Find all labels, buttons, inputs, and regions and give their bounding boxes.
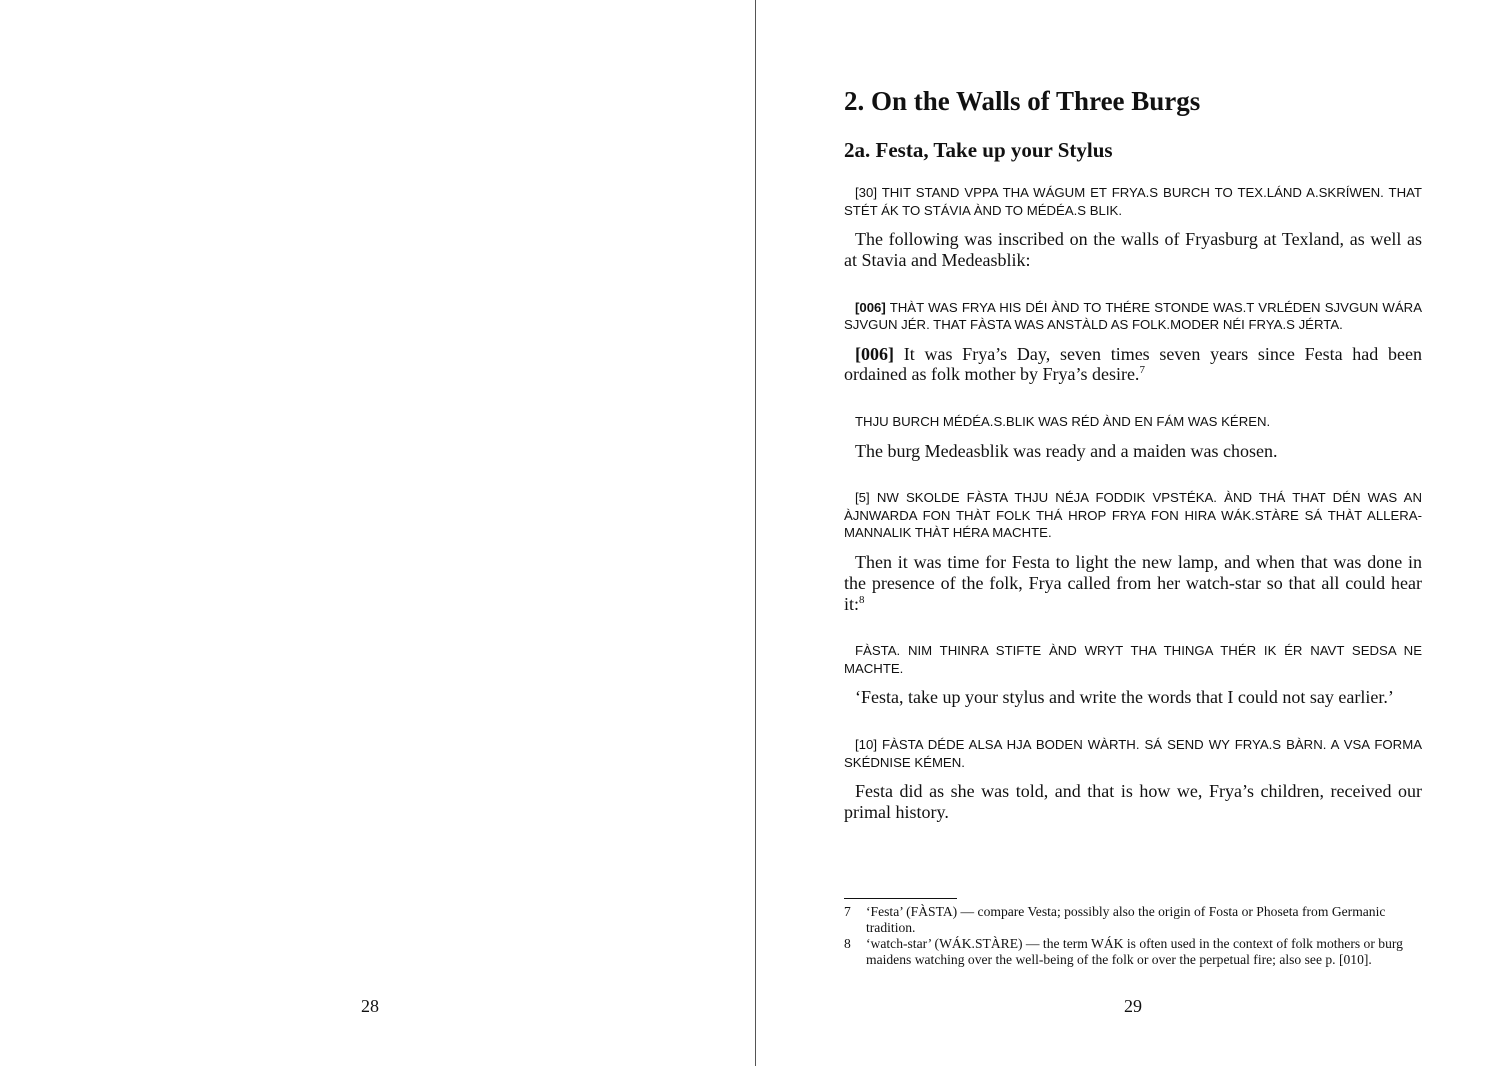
original-text: THÀT WAS FRYA HIS DÉI ÀND TO THÉRE STONDE WAS.T VRLÉDEN SJVGUN WÁRA SJVGUN JÉR. THAT FÀSTA WAS ANSTÀLD AS FOLK.MODER NÉI FRYA.S JÉRTA. bbox=[844, 299, 1422, 333]
footnotes bbox=[844, 898, 1422, 968]
page-number-left: 28 bbox=[361, 996, 379, 1016]
footnote bbox=[844, 936, 1422, 968]
footnote-reference[interactable]: 8 bbox=[859, 593, 865, 606]
original-text-block: THJU BURCH MÉDÉA.S.BLIK WAS RÉD ÀND EN FÁM WAS KÉREN. bbox=[855, 414, 1271, 430]
right-page bbox=[756, 0, 1512, 1066]
translation-block: ‘Festa, take up your stylus and write the words that I could not say earlier.’ bbox=[855, 687, 1394, 708]
verse-marker: [006] bbox=[855, 299, 886, 315]
footnote-text: ‘watch-star’ (WÁK.STÀRE) — the term WÁK is often used in the context of folk mothers or burg maidens watching over the well-being of the folk or over the perpetual fire; also see p. [010]. bbox=[866, 936, 1403, 967]
translation-text: Then it was time for Festa to light the new lamp, and when that was done in the presence of the folk, Frya called from her watch-star so that all could hear it: bbox=[844, 551, 1422, 614]
translation-block: Festa did as she was told, and that is how we, Frya’s children, received our primal history. bbox=[844, 781, 1422, 822]
original-text-block: FÀSTA. NIM THINRA STIFTE ÀND WRYT THA THINGA THÉR IK ÉR NAVT SEDSA NE MACHTE. bbox=[844, 643, 1422, 676]
footnote-rule bbox=[844, 898, 957, 899]
page-content bbox=[844, 84, 1422, 823]
original-text-block: [30] THIT STAND VPPA THA WÁGUM ET FRYA.S BURCH TO TEX.LÁND A.SKRÍWEN. THAT STÉT ÁK TO STÁVIA ÀND TO MÉDÉA.S BLIK. bbox=[844, 185, 1422, 218]
footnote-number: 8 bbox=[844, 936, 851, 951]
page-number-right: 29 bbox=[1124, 996, 1142, 1016]
translation-text: It was Frya’s Day, seven times seven years since Festa had been ordained as folk mother by Frya’s desire. bbox=[844, 343, 1422, 385]
translation-block bbox=[844, 344, 1422, 386]
original-text-block bbox=[844, 299, 1422, 334]
footnote-reference[interactable]: 7 bbox=[1139, 364, 1145, 377]
footnote-number: 7 bbox=[844, 904, 851, 919]
verse-marker: [006] bbox=[855, 343, 894, 364]
translation-block bbox=[844, 552, 1422, 614]
left-page bbox=[0, 0, 755, 1066]
chapter-title: 2. On the Walls of Three Burgs bbox=[844, 86, 1201, 116]
translation-block: The burg Medeasblik was ready and a maiden was chosen. bbox=[855, 440, 1278, 461]
original-text-block: [10] FÀSTA DÉDE ALSA HJA BODEN WÀRTH. SÁ SEND WY FRYA.S BÀRN. A VSA FORMA SKÉDNISE KÉMEN. bbox=[844, 737, 1422, 770]
footnote bbox=[844, 904, 1422, 936]
footnote-text: ‘Festa’ (FÀSTA) — compare Vesta; possibly also the origin of Fosta or Phoseta from Germanic tradition. bbox=[866, 904, 1386, 935]
translation-block: The following was inscribed on the walls of Fryasburg at Texland, as well as at Stavia and Medeasblik: bbox=[844, 229, 1422, 270]
section-title: 2a. Festa, Take up your Stylus bbox=[844, 138, 1113, 162]
original-text-block: [5] NW SKOLDE FÀSTA THJU NÉJA FODDIK VPSTÉKA. ÀND THÁ THAT DÉN WAS AN ÀJNWARDA FON THÀT FOLK THÁ HROP FRYA FON HIRA WÁK.STÀRE SÁ THÀT ALLERA-MANNALIK THÀT HÉRA MACHTE. bbox=[844, 490, 1422, 541]
